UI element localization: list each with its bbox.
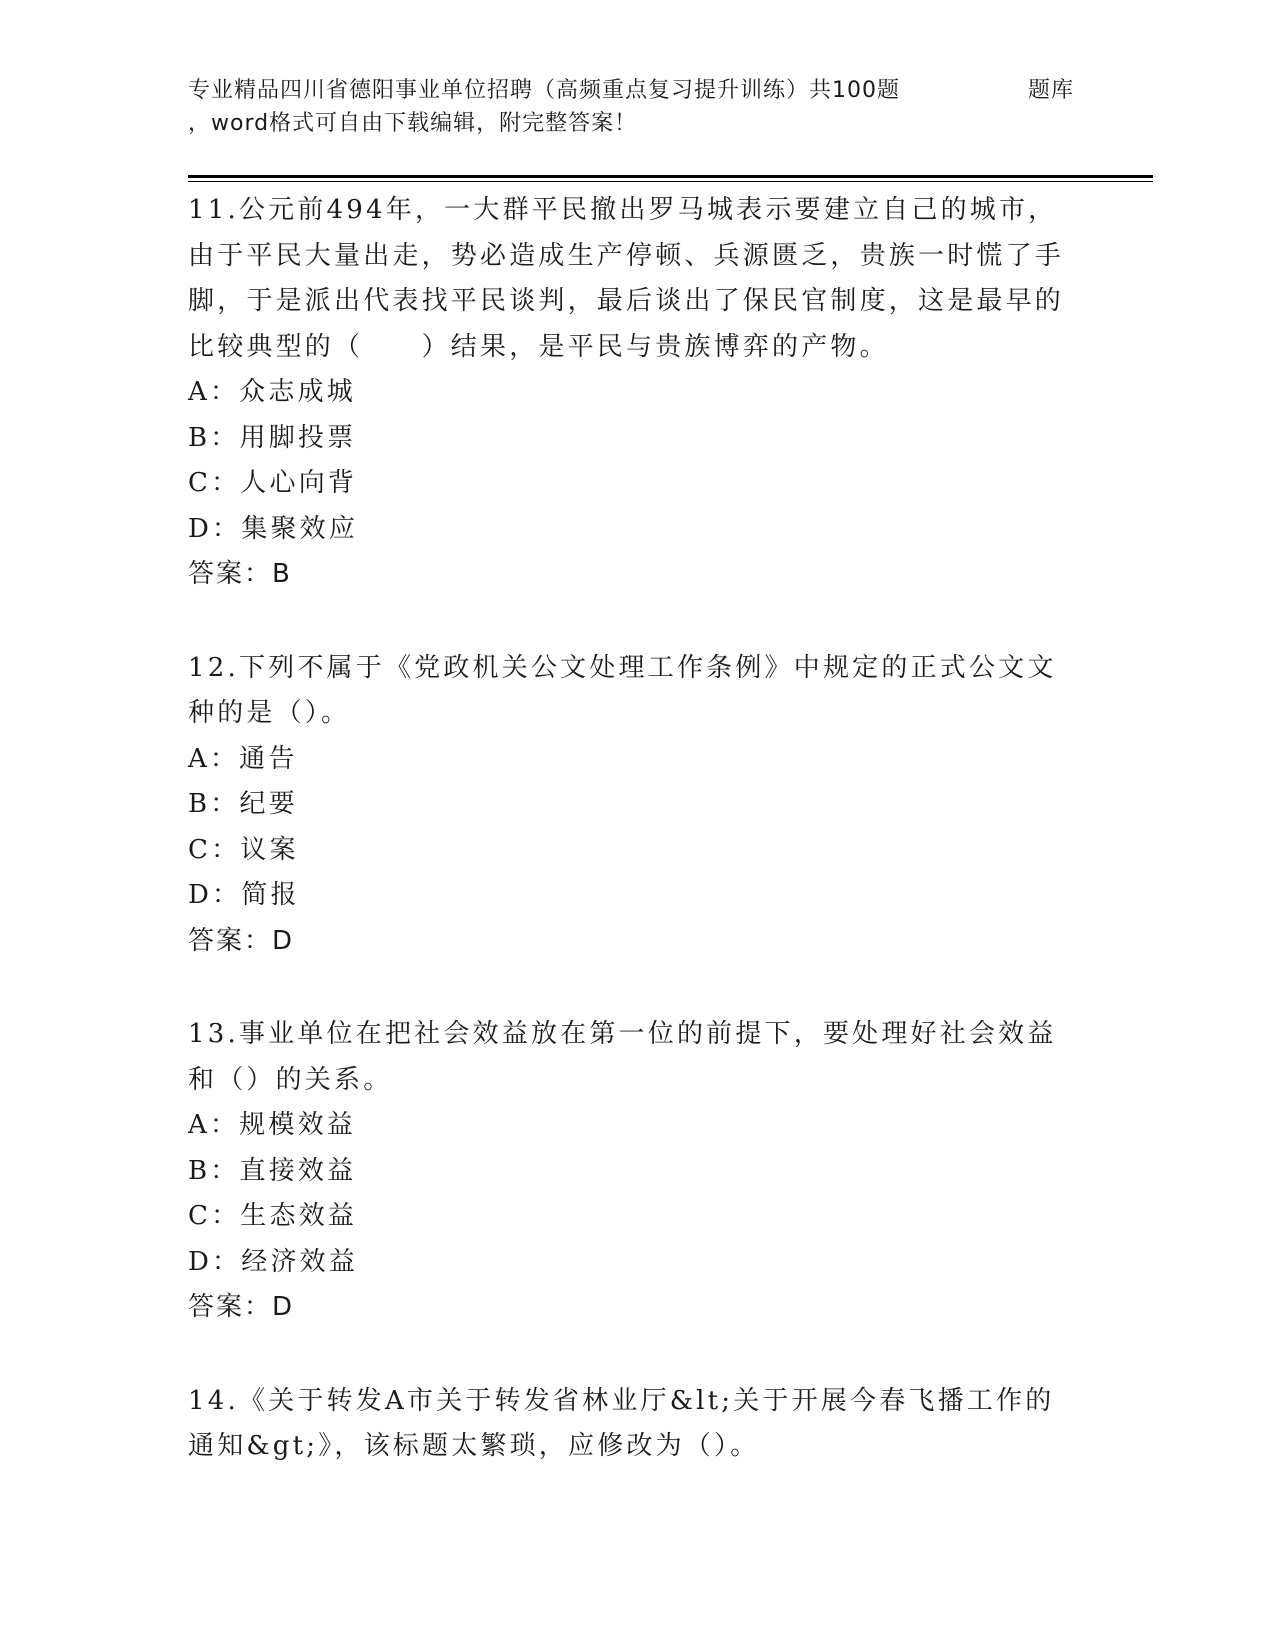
option-c: C：人心向背 [188, 468, 358, 498]
option-b: B：直接效益 [188, 1155, 357, 1186]
option-b: B：用脚投票 [188, 422, 357, 453]
header-title: 专业精品四川省德阳事业单位招聘（高频重点复习提升训练）共100题 [188, 78, 900, 103]
option-d: D：集聚效应 [188, 513, 359, 544]
question-list [188, 188, 1068, 1518]
question-stem: 12.下列不属于《党政机关公文处理工作条例》中规定的正式公文文种的是（）。 [188, 652, 1057, 728]
option-a: A：众志成城 [188, 377, 356, 407]
question-stem: 13.事业单位在把社会效益放在第一位的前提下，要处理好社会效益和（）的关系。 [188, 1019, 1057, 1095]
answer-line: 答案：D [188, 1292, 295, 1322]
document-header [188, 74, 1088, 140]
question-11 [188, 188, 1068, 598]
header-subtitle: ，word格式可自由下载编辑，附完整答案！ [188, 111, 638, 136]
header-tag: 题库 [1028, 78, 1075, 103]
question-12 [188, 646, 1068, 965]
question-stem: 14.《关于转发A市关于转发省林业厅&lt;关于开展今春飞播工作的通知&gt;》，该标题太繁琐，应修改为（）。 [188, 1385, 1055, 1461]
option-a: A：规模效益 [188, 1110, 356, 1140]
option-a: A：通告 [188, 743, 298, 774]
answer-line: 答案：B [188, 559, 292, 589]
header-divider-thick [188, 175, 1153, 178]
option-c: C：生态效益 [188, 1201, 358, 1231]
question-14 [188, 1379, 1068, 1470]
option-b: B：纪要 [188, 789, 298, 819]
header-divider-thin [188, 181, 1153, 182]
question-13 [188, 1012, 1068, 1331]
answer-line: 答案：D [188, 925, 295, 956]
question-stem: 11.公元前494年，一大群平民撤出罗马城表示要建立自己的城市，由于平民大量出走，势必造成生产停顿、兵源匮乏，贵族一时慌了手脚，于是派出代表找平民谈判，最后谈出了保民官制度，这是最早的比较典型的（ ）结果，是平民与贵族博弈的产物。 [188, 195, 1065, 362]
option-d: D：经济效益 [188, 1246, 359, 1277]
option-c: C：议案 [188, 834, 299, 865]
option-d: D：简报 [188, 880, 300, 910]
